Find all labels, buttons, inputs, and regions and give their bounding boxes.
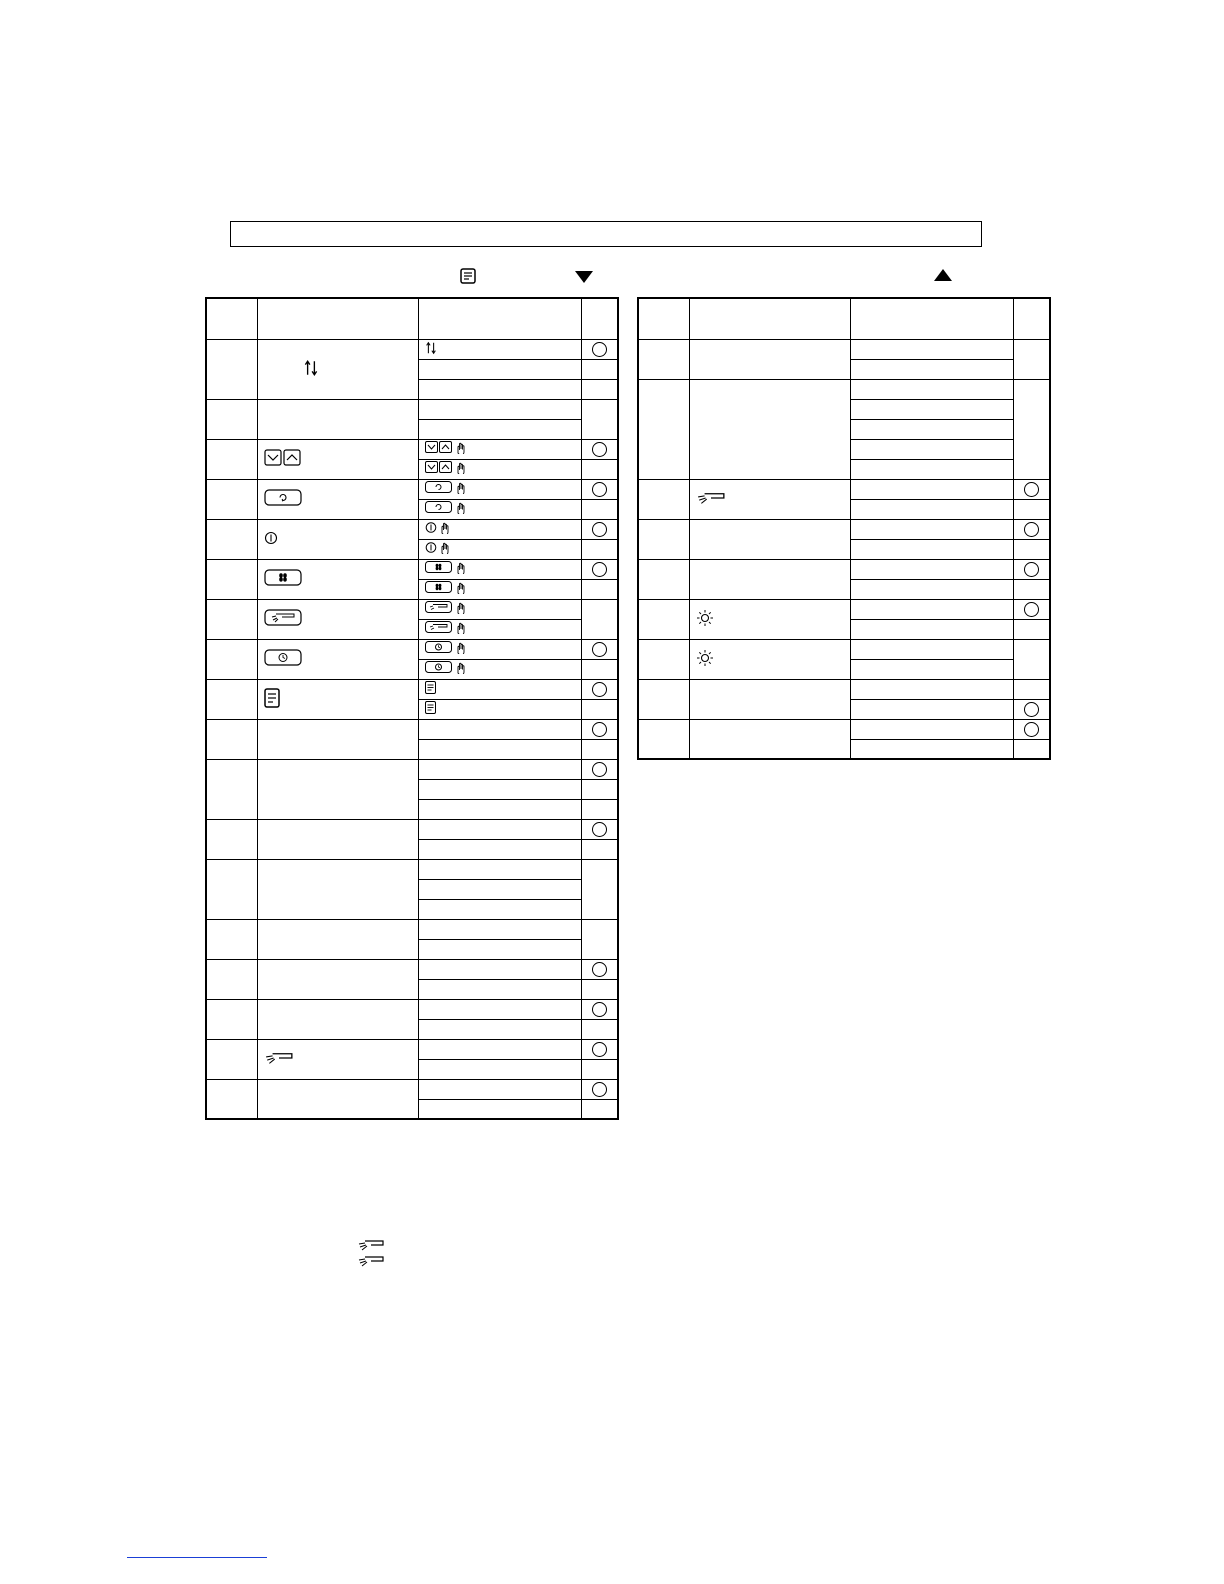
table-row [206, 759, 618, 779]
row-mark-cell [1013, 539, 1050, 559]
row-mark-cell [581, 399, 618, 439]
row-number-cell [206, 639, 257, 679]
row-content-cell [418, 859, 581, 879]
circle-mark-icon [1024, 602, 1039, 617]
row-content-cell [850, 419, 1013, 439]
header-no-cell [638, 298, 689, 339]
row-number-cell [638, 519, 689, 559]
row-mark-cell [581, 579, 618, 599]
row-mark-cell [581, 779, 618, 799]
row-item-cell [257, 439, 418, 479]
row-content-cell [418, 599, 581, 619]
row-item-cell [257, 559, 418, 599]
row-item-cell [257, 339, 418, 399]
row-mark-cell [581, 639, 618, 659]
table-row [206, 959, 618, 979]
row-item-cell [689, 519, 850, 559]
row-content-cell [850, 579, 1013, 599]
table-row [206, 919, 618, 939]
row-number-cell [638, 599, 689, 639]
temp-down-up-buttons-icon [264, 449, 302, 469]
circle-mark-icon [1024, 722, 1039, 737]
table-row [206, 339, 618, 359]
circle-mark-icon [592, 762, 607, 777]
row-item-cell [257, 719, 418, 759]
row-number-cell [206, 859, 257, 919]
fan-button-icon [264, 569, 302, 589]
airflow-icon [357, 1254, 385, 1273]
row-content-cell [850, 719, 1013, 739]
row-item-cell [257, 1039, 418, 1079]
table-row [206, 599, 618, 619]
table-row [206, 1039, 618, 1059]
row-mark-cell [581, 679, 618, 699]
row-content-cell [850, 499, 1013, 519]
row-mark-cell [581, 699, 618, 719]
row-mark-cell [581, 599, 618, 639]
row-item-cell [257, 819, 418, 859]
row-content-cell [850, 359, 1013, 379]
row-item-cell [689, 379, 850, 479]
row-mark-cell [581, 819, 618, 839]
row-mark-cell [1013, 519, 1050, 539]
row-mark-cell [581, 1039, 618, 1059]
row-item-cell [689, 639, 850, 679]
row-mark-cell [1013, 719, 1050, 739]
row-content-cell [418, 579, 581, 599]
table-row [206, 859, 618, 879]
row-content-cell [418, 819, 581, 839]
row-item-cell [689, 559, 850, 599]
row-item-cell [257, 1079, 418, 1119]
row-number-cell [638, 339, 689, 379]
row-mark-cell [581, 1099, 618, 1119]
row-mark-cell [581, 1079, 618, 1099]
row-content-cell [418, 1099, 581, 1119]
row-item-cell [257, 919, 418, 959]
row-number-cell [206, 479, 257, 519]
row-number-cell [206, 759, 257, 819]
table-row [638, 679, 1050, 699]
row-content-cell [850, 459, 1013, 479]
circle-mark-icon [592, 1002, 607, 1017]
section-title-box [230, 221, 982, 247]
row-number-cell [206, 559, 257, 599]
table-row [638, 719, 1050, 739]
row-content-cell [418, 439, 581, 459]
row-item-cell [257, 399, 418, 439]
row-mark-cell [581, 1059, 618, 1079]
table-row [206, 439, 618, 459]
table-row [206, 399, 618, 419]
left-spec-table [205, 297, 619, 1120]
right-spec-table [637, 297, 1051, 760]
row-mark-cell [581, 359, 618, 379]
row-mark-cell [1013, 579, 1050, 599]
row-content-cell [418, 799, 581, 819]
row-content-cell [418, 1019, 581, 1039]
mode-press-icon [425, 481, 471, 497]
row-number-cell [638, 479, 689, 519]
row-item-cell [257, 999, 418, 1039]
row-mark-cell [1013, 679, 1050, 699]
row-number-cell [206, 1039, 257, 1079]
table-row [206, 819, 618, 839]
row-content-cell [418, 719, 581, 739]
row-mark-cell [1013, 559, 1050, 579]
updown-arrows-icon [304, 359, 318, 380]
row-mark-cell [581, 999, 618, 1019]
row-item-cell [257, 679, 418, 719]
louver-press-icon [425, 621, 471, 637]
row-number-cell [638, 679, 689, 719]
row-item-cell [257, 859, 418, 919]
triangle-up-icon [933, 268, 953, 287]
row-mark-cell [1013, 379, 1050, 479]
table-row [206, 679, 618, 699]
row-content-cell [418, 919, 581, 939]
row-content-cell [418, 559, 581, 579]
row-content-cell [850, 339, 1013, 359]
row-mark-cell [581, 379, 618, 399]
row-number-cell [206, 1079, 257, 1119]
row-item-cell [257, 599, 418, 639]
row-mark-cell [1013, 739, 1050, 759]
row-content-cell [418, 879, 581, 899]
circle-mark-icon [592, 642, 607, 657]
row-content-cell [418, 399, 581, 419]
row-content-cell [850, 519, 1013, 539]
row-content-cell [418, 779, 581, 799]
row-content-cell [418, 679, 581, 699]
row-content-cell [418, 739, 581, 759]
temp-down-up-press-icon [425, 461, 471, 477]
row-mark-cell [1013, 339, 1050, 379]
row-content-cell [418, 499, 581, 519]
row-mark-cell [581, 559, 618, 579]
row-number-cell [206, 399, 257, 439]
row-number-cell [206, 719, 257, 759]
row-content-cell [418, 979, 581, 999]
row-item-cell [689, 719, 850, 759]
row-content-cell [418, 999, 581, 1019]
row-item-cell [257, 519, 418, 559]
row-content-cell [418, 459, 581, 479]
row-number-cell [638, 639, 689, 679]
table-header-row [206, 298, 618, 339]
footer-link-underline [127, 1557, 267, 1558]
table-row [638, 339, 1050, 359]
timer-press-icon [425, 641, 471, 657]
circle-mark-icon [592, 1042, 607, 1057]
table-row [638, 479, 1050, 499]
circle-mark-icon [592, 682, 607, 697]
power-press-icon [425, 521, 455, 537]
row-content-cell [418, 939, 581, 959]
row-content-cell [850, 679, 1013, 699]
table-row [206, 719, 618, 739]
table-row [206, 519, 618, 539]
table-row [638, 639, 1050, 659]
row-number-cell [206, 819, 257, 859]
circle-mark-icon [1024, 562, 1039, 577]
header-mark-cell [581, 298, 618, 339]
row-mark-cell [581, 439, 618, 459]
row-mark-cell [581, 919, 618, 959]
row-content-cell [850, 619, 1013, 639]
table-row [206, 559, 618, 579]
header-mark-cell [1013, 298, 1050, 339]
circle-mark-icon [1024, 482, 1039, 497]
row-number-cell [638, 559, 689, 599]
row-mark-cell [581, 659, 618, 679]
table-row [638, 599, 1050, 619]
menu-button-icon [460, 268, 476, 289]
table-header-row [638, 298, 1050, 339]
header-item-cell [257, 298, 418, 339]
row-mark-cell [1013, 639, 1050, 679]
row-number-cell [638, 379, 689, 479]
timer-button-icon [264, 649, 302, 669]
row-content-cell [850, 599, 1013, 619]
row-content-cell [850, 539, 1013, 559]
row-item-cell [689, 479, 850, 519]
row-item-cell [689, 599, 850, 639]
row-content-cell [850, 659, 1013, 679]
row-mark-cell [581, 759, 618, 779]
table-row [206, 1079, 618, 1099]
row-number-cell [206, 339, 257, 399]
row-content-cell [850, 639, 1013, 659]
row-mark-cell [1013, 619, 1050, 639]
circle-mark-icon [592, 482, 607, 497]
table-row [206, 479, 618, 499]
row-mark-cell [581, 499, 618, 519]
circle-mark-icon [592, 562, 607, 577]
row-mark-cell [581, 959, 618, 979]
table-row [206, 639, 618, 659]
power-icon [264, 531, 278, 548]
row-item-cell [689, 339, 850, 379]
row-number-cell [206, 919, 257, 959]
row-content-cell [418, 339, 581, 359]
menu-small-icon [425, 681, 436, 697]
row-mark-cell [1013, 479, 1050, 499]
row-mark-cell [581, 479, 618, 499]
row-number-cell [206, 679, 257, 719]
row-content-cell [418, 899, 581, 919]
row-content-cell [418, 539, 581, 559]
row-item-cell [257, 639, 418, 679]
row-mark-cell [581, 459, 618, 479]
row-item-cell [257, 479, 418, 519]
circle-mark-icon [592, 522, 607, 537]
table-row [638, 519, 1050, 539]
circle-mark-icon [592, 822, 607, 837]
menu-small-icon [425, 701, 436, 717]
row-item-cell [689, 679, 850, 719]
row-content-cell [418, 659, 581, 679]
mode-button-icon [264, 489, 302, 509]
row-mark-cell [581, 1019, 618, 1039]
fan-press-icon [425, 561, 471, 577]
circle-mark-icon [1024, 702, 1039, 717]
row-mark-cell [581, 739, 618, 759]
row-content-cell [418, 419, 581, 439]
row-mark-cell [581, 339, 618, 359]
row-content-cell [418, 959, 581, 979]
circle-mark-icon [592, 442, 607, 457]
row-content-cell [850, 399, 1013, 419]
row-mark-cell [581, 719, 618, 739]
row-content-cell [418, 1079, 581, 1099]
table-row [638, 379, 1050, 399]
sun-icon [696, 609, 714, 630]
row-number-cell [206, 439, 257, 479]
row-content-cell [418, 1039, 581, 1059]
row-content-cell [418, 639, 581, 659]
row-item-cell [257, 959, 418, 999]
header-item-cell [689, 298, 850, 339]
airflow-icon [696, 490, 726, 509]
power-press-icon [425, 541, 455, 557]
row-number-cell [206, 519, 257, 559]
row-mark-cell [581, 859, 618, 919]
row-content-cell [850, 379, 1013, 399]
row-content-cell [418, 839, 581, 859]
sun-icon [696, 649, 714, 670]
row-content-cell [850, 739, 1013, 759]
row-content-cell [418, 1059, 581, 1079]
airflow-icon [264, 1050, 294, 1069]
circle-mark-icon [592, 962, 607, 977]
circle-mark-icon [592, 342, 607, 357]
row-number-cell [638, 719, 689, 759]
row-mark-cell [1013, 699, 1050, 719]
louver-button-icon [264, 609, 302, 629]
row-content-cell [418, 379, 581, 399]
fan-press-icon [425, 581, 471, 597]
row-content-cell [850, 559, 1013, 579]
header-content-cell [850, 298, 1013, 339]
row-content-cell [418, 699, 581, 719]
row-mark-cell [581, 519, 618, 539]
row-mark-cell [581, 799, 618, 819]
row-mark-cell [581, 979, 618, 999]
row-number-cell [206, 999, 257, 1039]
row-number-cell [206, 959, 257, 999]
circle-mark-icon [592, 1082, 607, 1097]
mode-press-icon [425, 501, 471, 517]
row-content-cell [418, 359, 581, 379]
row-content-cell [418, 619, 581, 639]
row-mark-cell [581, 539, 618, 559]
table-row [206, 999, 618, 1019]
row-item-cell [257, 759, 418, 819]
circle-mark-icon [592, 722, 607, 737]
row-number-cell [206, 599, 257, 639]
menu-button-icon [264, 688, 280, 711]
header-content-cell [418, 298, 581, 339]
row-mark-cell [1013, 499, 1050, 519]
row-content-cell [850, 699, 1013, 719]
louver-press-icon [425, 601, 471, 617]
triangle-down-icon [574, 270, 594, 289]
row-mark-cell [581, 839, 618, 859]
row-content-cell [850, 479, 1013, 499]
header-no-cell [206, 298, 257, 339]
row-content-cell [418, 759, 581, 779]
row-mark-cell [1013, 599, 1050, 619]
timer-press-icon [425, 661, 471, 677]
circle-mark-icon [1024, 522, 1039, 537]
temp-down-up-press-icon [425, 441, 471, 457]
row-content-cell [418, 479, 581, 499]
updown-arrows-icon [425, 341, 437, 358]
table-row [638, 559, 1050, 579]
row-content-cell [850, 439, 1013, 459]
row-content-cell [418, 519, 581, 539]
